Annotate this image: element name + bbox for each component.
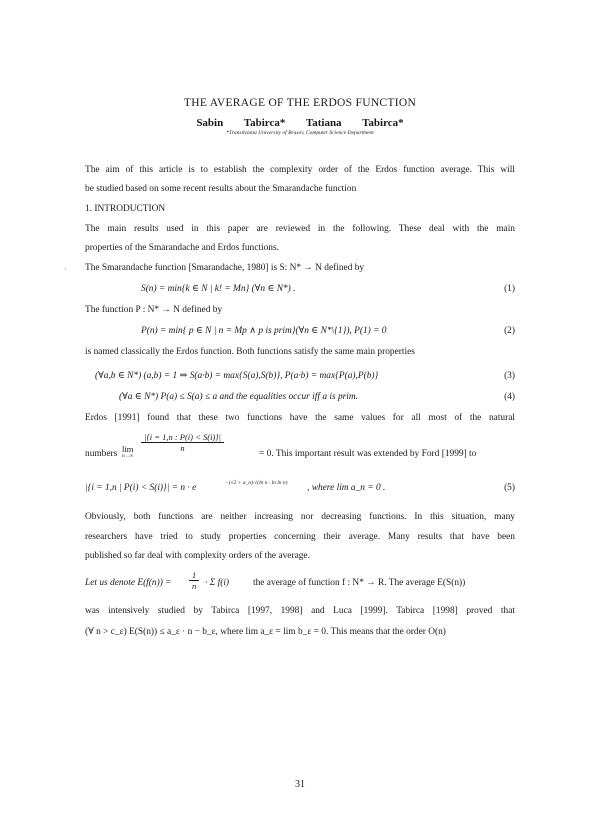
average-fraction: [189, 570, 199, 591]
equation-3-body: (∀a,b ∈ N*) (a,b) = 1 ⇒ S(a·b) = max{S(a),S(b)}, P(a·b) = max{P(a),P(b)}: [95, 371, 379, 381]
intro-line-1: The main results used in this paper are reviewed in the following. These deal with the main: [85, 224, 515, 234]
limit-subscript: n→∞: [122, 454, 134, 459]
density-numerator: |{i = 1,n : P(i) < S(i)}|: [141, 432, 224, 443]
intro-line-2: properties of the Smarandache and Erdos functions.: [85, 243, 279, 253]
average-definition-line: [85, 566, 515, 596]
average-numerator: 1: [189, 570, 199, 581]
density-denominator: n: [180, 443, 185, 453]
function-p-intro: The function P : N* → N defined by: [85, 305, 223, 315]
average-suffix: the average of function f : N* → R. The average E(S(n)): [253, 578, 466, 588]
equation-2-number: (2): [504, 326, 515, 336]
numbers-word: numbers: [85, 449, 118, 459]
equation-2-body: P(n) = min{ p ∈ N | n = Mp ∧ p is prim}(∀n ∈ N*\{1}), P(1) = 0: [141, 326, 387, 336]
obviously-line-3: published so far deal with complexity orders of the average.: [85, 551, 310, 561]
average-prefix: Let us denote E(f(n)) =: [85, 578, 172, 588]
average-sum: · Σ f(i): [205, 578, 230, 588]
equation-5-tail: , where lim a_n = 0 .: [307, 483, 386, 493]
intro-line-3: The Smarandache function [Smarandache, 1980] is S: N* → N defined by: [85, 263, 365, 273]
limit-label: lim: [122, 444, 134, 454]
limit-operator: [122, 445, 133, 461]
equation-5: [85, 480, 515, 499]
abstract-line-2: be studied based on some recent results about the Smarandache function: [85, 184, 357, 194]
equation-5-left: |{i = 1,n | P(i) < S(i)}| = n · e: [85, 483, 197, 493]
equation-4-number: (4): [504, 392, 515, 402]
paper-authors: Sabin Tabirca* Tatiana Tabirca*: [196, 117, 404, 129]
equation-3-number: (3): [504, 371, 515, 381]
average-denominator: n: [192, 581, 197, 591]
erdos-name-line: is named classically the Erdos function. Both functions satisfy the same main properties: [85, 347, 415, 357]
author-affiliation: *Transilvania University of Brasov, Computer Science Department: [226, 130, 374, 136]
tabirca-line-1: was intensively studied by Tabirca [1997, 1998] and Luca [1999]. Tabirca [1998] proved that: [85, 606, 515, 616]
tabirca-line-2: (∀ n > c_ε) E(S(n)) ≤ a_ε · n − b_ε, where lim a_ε = lim b_ε = 0. This means that the order O(n): [85, 627, 446, 637]
equation-1-body: S(n) = min{k ∈ N | k! = Mn} (∀n ∈ N*) .: [141, 284, 296, 294]
equation-4-body: (∀a ∈ N*) P(a) ≤ S(a) ≤ a and the equalities occur iff a is prim.: [119, 392, 359, 402]
section-heading-introduction: 1. INTRODUCTION: [85, 204, 166, 214]
erdos-limit-line: [85, 426, 515, 470]
ford-extension-text: = 0. This important result was extended by Ford [1999] to: [259, 449, 477, 459]
equation-5-number: (5): [504, 483, 515, 493]
equation-5-exponent: −(√2 + a_n)·√(ln n · ln ln n): [225, 480, 288, 486]
density-fraction: [141, 432, 224, 453]
erdos-line-1: Erdos [1991] found that these two functions have the same values for all most of the natural: [85, 413, 515, 423]
obviously-line-2: researchers have tried to study properties concerning their average. Many results that have been: [85, 532, 515, 542]
abstract-line-1: The aim of this article is to establish the complexity order of the Erdos function average. This will: [85, 165, 515, 175]
equation-1-number: (1): [504, 284, 515, 294]
obviously-line-1: Obviously, both functions are neither increasing nor decreasing functions. In this situation, many: [85, 512, 515, 522]
page-number: 31: [295, 779, 305, 790]
paper-title: THE AVERAGE OF THE ERDOS FUNCTION: [183, 97, 417, 109]
margin-mark: ·: [64, 265, 67, 274]
